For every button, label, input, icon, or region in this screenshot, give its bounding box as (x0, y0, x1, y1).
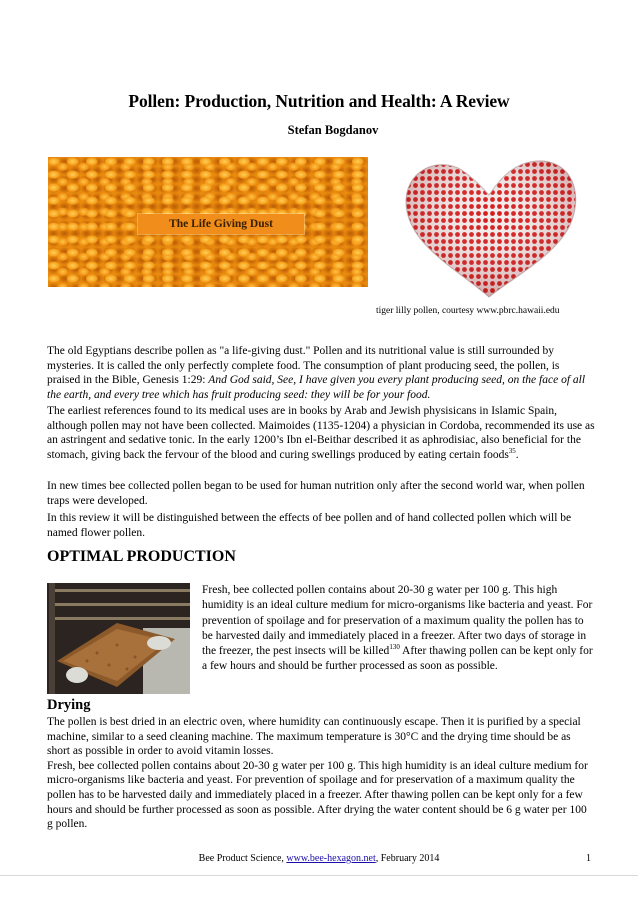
photo-overlay-label: The Life Giving Dust (138, 214, 304, 234)
page-number: 1 (586, 853, 591, 864)
tiger-lily-pollen-heart-image (384, 147, 594, 307)
footer-website-link[interactable]: www.bee-hexagon.net (286, 853, 376, 864)
document-title: Pollen: Production, Nutrition and Health: A Review (128, 91, 510, 111)
production-paragraph: Fresh, bee collected pollen contains about 20-30 g water per 100 g. This high humidity is an ideal culture medium for micro-organisms like bacteria and yeast. For prevention of spoilage and for preservation of a maximum quality the pollen has to be harvested daily and immediately placed in a freezer. After two days of storage in the freezer, the pest insects will be killed$^{130}$ After thawing pollen can be kept only for a few hours and should be further processed as soon as possible. (202, 584, 593, 673)
section-heading-optimal-production: OPTIMAL PRODUCTION (47, 548, 236, 565)
drying-paragraph-2: Fresh, bee collected pollen contains about 20-30 g water per 100 g. This high humidity is an ideal culture medium for micro-organisms like bacteria and yeast. For prevention of spoilage and for preservation of a maximum quality the pollen has to be harvested daily and immediately placed in a freezer. After thawing pollen can be kept only for a few hours and should be further processed as soon as possible. After drying the water content should be 6 g water per 100 g pollen. (47, 759, 588, 831)
subheading-drying: Drying (47, 697, 91, 713)
intro-paragraph-1: The old Egyptians describe pollen as "a life-giving dust." Pollen and its nutritional value is still surrounded by mysteries. It is called the only perfectly complete food. The consumption of plant producing seed, the pollen, is praised in the Bible, Genesis 1:29: And God said, See, I have given you every plant producing seed, on the face of all the earth, and every tree which has fruit producing seed: they will be for your food. (47, 345, 586, 401)
intro-paragraph-2: The earliest references found to its medical uses are in books by Arab and Jewish physisicans in Islamic Spain, although pollen may not have been collected. Maimoides (1135-1204) a physician in Cordoba, recommended its use as an astringent and sedative tonic. In the early 1200’s Ibn el-Beithar described it as aphrodisiac, also beneficial for the stomach, giving back the fervour of the blood and curing swellings produced by eating certain foods$^{35}$. (47, 405, 595, 461)
page-footer: Bee Product Science, www.bee-hexagon.net, February 2014 (198, 853, 440, 864)
intro-paragraph-3: In new times bee collected pollen began to be used for human nutrition only after the second world war, when pollen traps were developed. (47, 480, 585, 507)
drying-paragraph-1: The pollen is best dried in an electric oven, where humidity can continuously escape. Then it is purified by a special machine, similar to a seed cleaning machine. The maximum temperature is 30°C and the drying time should be as short as possible in order to avoid vitamin losses. (47, 716, 581, 758)
intro-paragraph-4: In this review it will be distinguished between the effects of bee pollen and of hand collected pollen which will be named flower pollen. (47, 512, 572, 539)
document-author: Stefan Bogdanov (287, 123, 379, 137)
drying-text (47, 715, 595, 832)
drying-oven-photo (47, 583, 190, 694)
reference-35: 35 (508, 446, 516, 455)
reference-130: 130 (389, 643, 400, 652)
page-bottom-divider (0, 875, 638, 876)
heart-image-caption: tiger lilly pollen, courtesy www.pbrc.hawaii.edu (376, 306, 560, 316)
genesis-quote: And God said, See, I have given you every plant producing seed, on the face of all the earth, and every tree which has fruit producing seed: they will be for your food. (47, 374, 586, 401)
